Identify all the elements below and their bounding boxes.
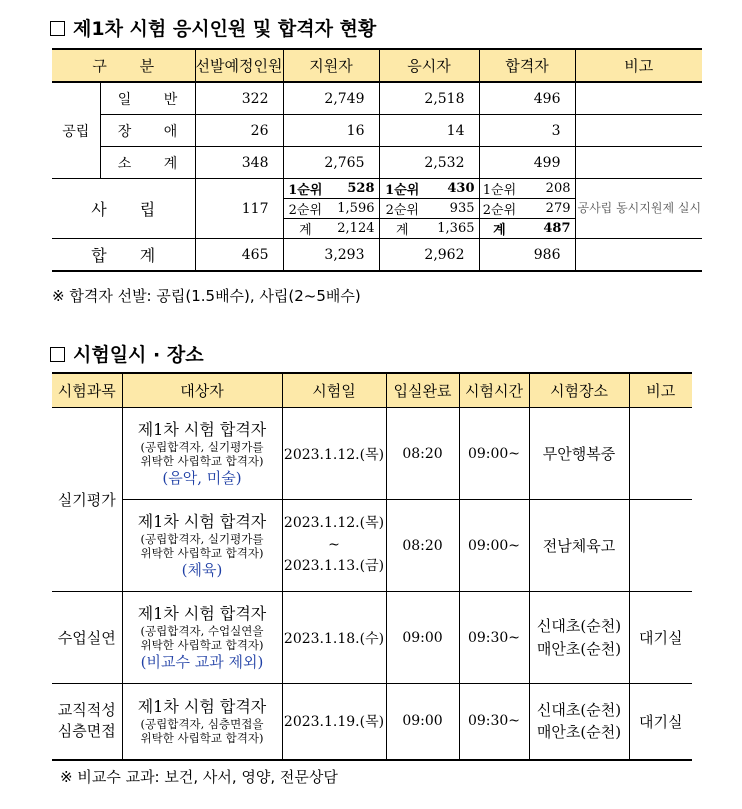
cell-remark — [575, 239, 702, 272]
checkbox-square-icon — [50, 21, 65, 36]
time-cell: 09:00~ — [459, 408, 529, 500]
cell-applicants: 3,293 — [283, 239, 379, 272]
col-header-time: 시험시간 — [459, 373, 529, 408]
time-cell: 09:30~ — [459, 592, 529, 684]
col-header-date: 시험일 — [282, 373, 386, 408]
cell-passed-ranked — [479, 179, 575, 239]
checkin-cell: 08:20 — [386, 500, 459, 592]
checkin-cell: 09:00 — [386, 684, 459, 760]
cell-planned: 322 — [195, 82, 283, 115]
section2-title: 시험일시 · 장소 — [50, 340, 204, 367]
place-1: 신대초(순천) — [536, 617, 622, 635]
checkin-cell: 09:00 — [386, 592, 459, 684]
target-sub: (공립합격자, 실기평가를 — [140, 531, 264, 546]
rank-label: 1순위 — [288, 183, 323, 198]
target-sub: 위탁한 사립학교 합격자) — [140, 546, 264, 561]
rank-value: 279 — [519, 199, 574, 219]
col-header-passed: 합격자 — [479, 49, 575, 82]
date-cell — [282, 500, 386, 592]
rank-value: 487 — [519, 219, 574, 239]
place-cell: 무안행복중 — [529, 408, 629, 500]
applicants-table — [52, 48, 702, 272]
rank-value: 2,124 — [327, 219, 378, 239]
cell-examinees: 2,532 — [379, 147, 479, 179]
row-label: 소 계 — [100, 147, 195, 179]
rank-label: 1순위 — [385, 183, 420, 198]
remark-cell — [629, 500, 692, 592]
target-cell — [122, 408, 282, 500]
cell-planned: 465 — [195, 239, 283, 272]
subject-note: ※ 비교수 교과: 보건, 사서, 영양, 전문상담 — [60, 768, 338, 786]
target-main: 제1차 시험 합격자 — [137, 603, 267, 623]
cell-applicants: 16 — [283, 115, 379, 147]
cell-examinees: 2,962 — [379, 239, 479, 272]
remark-cell: 대기실 — [629, 684, 692, 760]
remark-cell: 대기실 — [629, 592, 692, 684]
target-sub: 위탁한 사립학교 합격자) — [140, 454, 264, 469]
table-row — [52, 115, 702, 147]
subject-label — [52, 684, 122, 760]
rank-value: 1,596 — [327, 199, 378, 219]
cell-passed: 3 — [479, 115, 575, 147]
target-cell — [122, 500, 282, 592]
col-header-place: 시험장소 — [529, 373, 629, 408]
target-note: (비교수 교과 제외) — [140, 652, 264, 671]
time-cell: 09:30~ — [459, 684, 529, 760]
date-cell: 2023.1.19.(목) — [282, 684, 386, 760]
private-label: 사 립 — [52, 179, 195, 239]
section1-title: 제1차 시험 응시인원 및 합격자 현황 — [50, 14, 376, 41]
cell-remark — [575, 82, 702, 115]
selection-note: ※ 합격자 선발: 공립(1.5배수), 사립(2~5배수) — [52, 287, 361, 305]
cell-applicants: 2,765 — [283, 147, 379, 179]
table-row-private — [52, 179, 702, 239]
rank-label: 1순위 — [482, 183, 517, 198]
subject-line-1: 교직적성 — [57, 700, 116, 719]
rank-label: 2순위 — [284, 199, 328, 219]
time-cell: 09:00~ — [459, 500, 529, 592]
public-label: 공립 — [52, 82, 100, 179]
cell-passed: 499 — [479, 147, 575, 179]
cell-passed: 496 — [479, 82, 575, 115]
cell-planned: 348 — [195, 147, 283, 179]
table-header-row — [52, 49, 702, 82]
date-sep: ~ — [328, 536, 340, 553]
place-cell — [529, 592, 629, 684]
rank-value: 935 — [425, 199, 478, 219]
row-label: 일 반 — [100, 82, 195, 115]
target-sub: 위탁한 사립학교 합격자) — [140, 731, 264, 746]
target-sub: 위탁한 사립학교 합격자) — [140, 638, 264, 653]
subject-line-2: 심층면접 — [57, 722, 116, 741]
schedule-table — [52, 372, 692, 761]
cell-passed: 986 — [479, 239, 575, 272]
col-header-planned: 선발예정인원 — [195, 49, 283, 82]
target-sub: (공립합격자, 심층면접을 — [140, 716, 264, 731]
rank-value: 208 — [545, 181, 571, 196]
cell-applicants: 2,749 — [283, 82, 379, 115]
rank-label: 계 — [284, 219, 328, 239]
subject-label: 실기평가 — [52, 408, 122, 592]
total-label: 합 계 — [52, 239, 195, 272]
cell-remark — [575, 115, 702, 147]
cell-examinees-ranked — [379, 179, 479, 239]
table-header-row — [52, 373, 692, 408]
rank-value: 528 — [347, 181, 375, 196]
col-header-remark: 비고 — [575, 49, 702, 82]
row-label: 장 애 — [100, 115, 195, 147]
table-row-total — [52, 239, 702, 272]
col-header-remark: 비고 — [629, 373, 692, 408]
cell-examinees: 2,518 — [379, 82, 479, 115]
target-main: 제1차 시험 합격자 — [137, 419, 267, 439]
col-header-applicants: 지원자 — [283, 49, 379, 82]
table-row — [52, 147, 702, 179]
target-cell — [122, 684, 282, 760]
private-remark: 공사립 동시지원제 실시 — [575, 179, 702, 239]
date-cell: 2023.1.12.(목) — [282, 408, 386, 500]
target-cell — [122, 592, 282, 684]
col-header-target: 대상자 — [122, 373, 282, 408]
date-start: 2023.1.12.(목) — [283, 514, 385, 531]
cell-applicants-ranked — [283, 179, 379, 239]
col-header-examinees: 응시자 — [379, 49, 479, 82]
target-note: (체육) — [181, 560, 223, 579]
checkbox-square-icon — [50, 347, 65, 362]
rank-label: 2순위 — [380, 199, 426, 219]
rank-label: 계 — [480, 219, 520, 239]
place-cell: 전남체육고 — [529, 500, 629, 592]
col-header-checkin: 입실완료 — [386, 373, 459, 408]
table-row — [52, 684, 692, 760]
cell-planned: 26 — [195, 115, 283, 147]
subject-label: 수업실연 — [52, 592, 122, 684]
table-row — [52, 500, 692, 592]
date-cell: 2023.1.18.(수) — [282, 592, 386, 684]
target-main: 제1차 시험 합격자 — [137, 696, 267, 716]
table-row — [52, 82, 702, 115]
target-main: 제1차 시험 합격자 — [137, 511, 267, 531]
place-1: 신대초(순천) — [536, 700, 622, 719]
col-header-category: 구 분 — [52, 49, 195, 82]
target-sub: (공립합격자, 실기평가를 — [140, 439, 264, 454]
cell-remark — [575, 147, 702, 179]
place-2: 매안초(순천) — [536, 639, 622, 658]
target-note: (음악, 미술) — [162, 468, 242, 487]
rank-label: 계 — [380, 219, 426, 239]
cell-planned: 117 — [195, 179, 283, 239]
rank-value: 430 — [447, 181, 475, 196]
place-2: 매안초(순천) — [536, 723, 622, 742]
target-sub: (공립합격자, 수업실연을 — [140, 623, 264, 638]
table-row — [52, 408, 692, 500]
col-header-subject: 시험과목 — [52, 373, 122, 408]
rank-value: 1,365 — [425, 219, 478, 239]
rank-label: 2순위 — [480, 199, 520, 219]
table-row — [52, 592, 692, 684]
cell-examinees: 14 — [379, 115, 479, 147]
remark-cell — [629, 408, 692, 500]
date-end: 2023.1.13.(금) — [283, 558, 385, 575]
checkin-cell: 08:20 — [386, 408, 459, 500]
place-cell — [529, 684, 629, 760]
